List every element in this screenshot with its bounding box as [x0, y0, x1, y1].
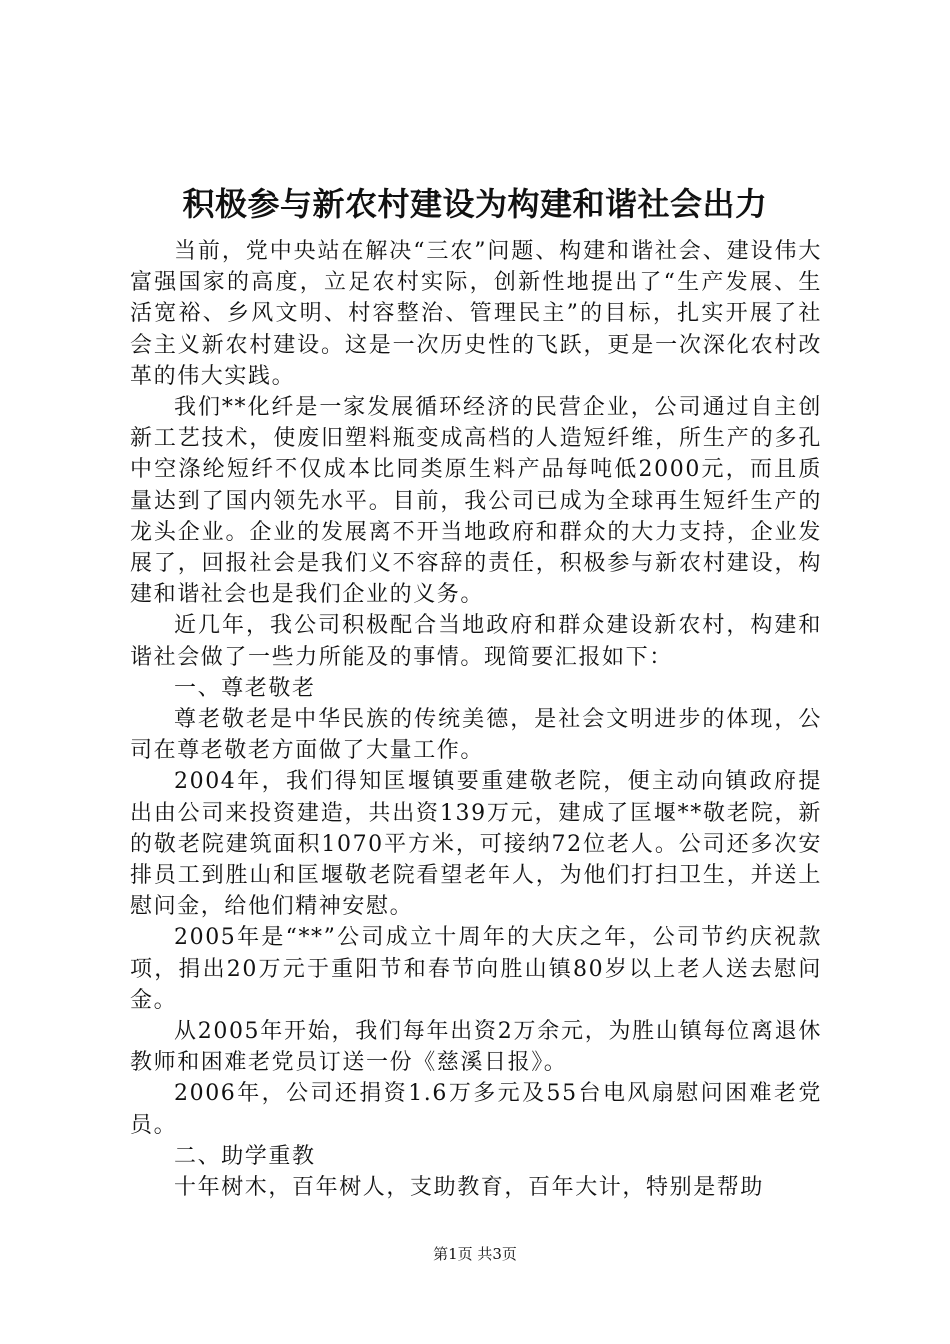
- section-heading-education: 二、助学重教: [174, 1143, 316, 1169]
- paragraph-2005-anniversary: 2005年是“**”公司成立十周年的大庆之年，公司节约庆祝款项，捐出20万元于重阳节和春节向胜山镇80岁以上老人送去慰问金。: [130, 925, 822, 1013]
- paragraph-intro: 当前，党中央站在解决“三农”问题、构建和谐社会、建设伟大富强国家的高度，立足农村实际，创新性地提出了“生产发展、生活宽裕、乡风文明、村容整治、管理民主”的目标，扎实开展了社会主义新农村建设。这是一次历史性的飞跃，更是一次深化农村改革的伟大实践。: [130, 239, 822, 389]
- paragraph-2005-newspaper: 从2005年开始，我们每年出资2万余元，为胜山镇每位离退休教师和困难老党员订送一份《慈溪日报》。: [130, 1019, 822, 1076]
- paragraph-2004: 2004年，我们得知匡堰镇要重建敬老院，便主动向镇政府提出由公司来投资建造，共出资139万元，建成了匡堰**敬老院，新的敬老院建筑面积1070平方米，可接纳72位老人。公司还多次安排员工到胜山和匡堰敬老院看望老年人，为他们打扫卫生，并送上慰问金，给他们精神安慰。: [130, 769, 822, 920]
- paragraph-overview: 近几年，我公司积极配合当地政府和群众建设新农村，构建和谐社会做了一些力所能及的事情。现简要汇报如下：: [130, 613, 822, 670]
- paragraph-company: 我们**化纤是一家发展循环经济的民营企业，公司通过自主创新工艺技术，使废旧塑料瓶变成高档的人造短纤维，所生产的多孔中空涤纶短纤不仅成本比同类原生料产品每吨低2000元，而且质量达到了国内领先水平。目前，我公司已成为全球再生短纤生产的龙头企业。企业的发展离不开当地政府和群众的大力支持，企业发展了，回报社会是我们义不容辞的责任，积极参与新农村建设，构建和谐社会也是我们企业的义务。: [130, 395, 822, 608]
- document-body: [130, 236, 822, 1203]
- section-heading-respect-elderly: 一、尊老敬老: [174, 675, 316, 701]
- paragraph-education: 十年树木，百年树人，支助教育，百年大计，特别是帮助: [174, 1175, 765, 1201]
- paragraph-respect-elderly: 尊老敬老是中华民族的传统美德，是社会文明进步的体现，公司在尊老敬老方面做了大量工作。: [130, 707, 822, 764]
- document-title: 积极参与新农村建设为构建和谐社会出力: [182, 185, 768, 223]
- paragraph-2006: 2006年，公司还捐资1.6万多元及55台电风扇慰问困难老党员。: [130, 1081, 822, 1138]
- page-footer: 第1页 共3页: [433, 1245, 517, 1263]
